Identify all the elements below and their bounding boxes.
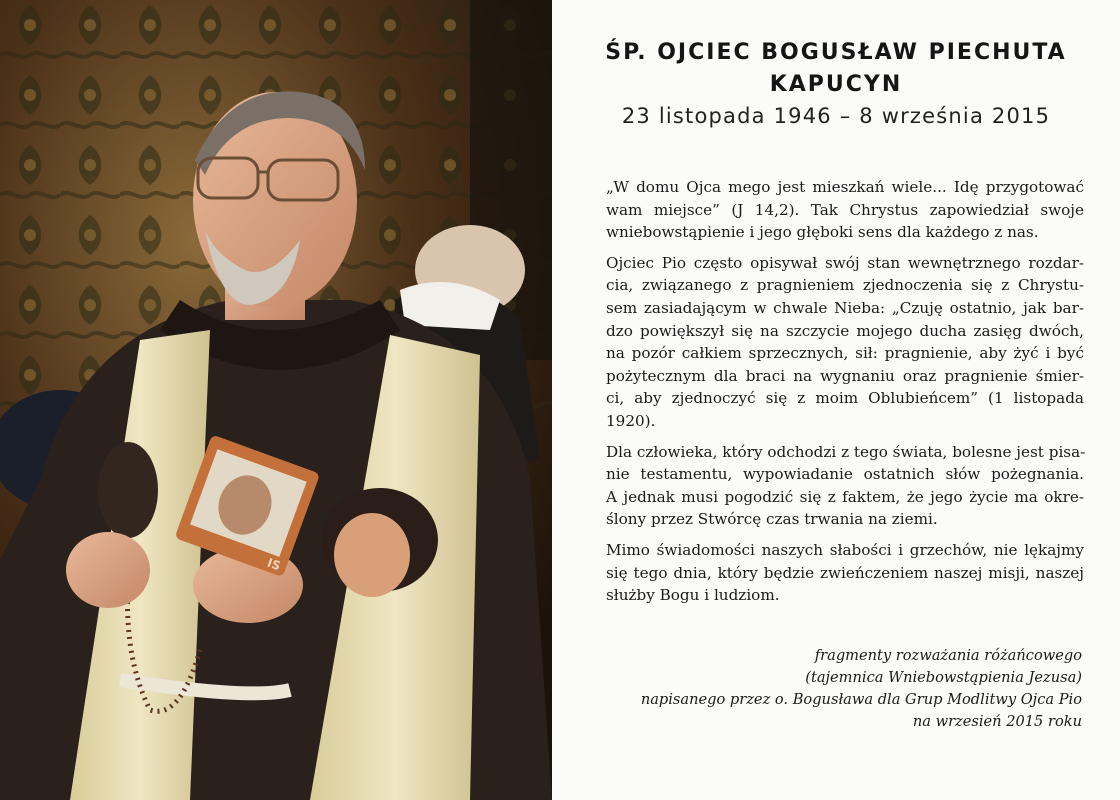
memorial-text-panel: [552, 0, 1120, 800]
paragraph: [606, 176, 1084, 244]
text-line: 1920).: [606, 411, 656, 430]
text-line: „W domu Ojca mego jest mieszkań wiele... Idę przygotować: [606, 178, 1084, 196]
text-line: służby Bogu i ludziom.: [606, 586, 780, 605]
card-text: IS: [265, 555, 283, 574]
text-line: ślony przez Stwórcę czas trwania na ziemi.: [606, 510, 938, 529]
text-line: wam miejsce” (J 14,2). Tak Chrystus zapowiedział swoje: [606, 200, 1084, 219]
text-line: Dla człowieka, który odchodzi z tego świata, bolesne jest pisa-: [606, 442, 1086, 461]
text-line: wniebowstąpienie i jego głęboki sens dla każdego z nas.: [606, 223, 1039, 242]
text-line: sem zasiadającym w chwale Nieba: „Czuję ostatnio, jak bar-: [606, 298, 1084, 317]
text-line: na pozór całkiem sprzecznych, sił: pragnienie, aby żyć i być: [606, 344, 1084, 363]
text-line: pożytecznym dla braci na wygnaniu oraz pragnienie śmier-: [606, 366, 1084, 385]
caption-line: (tajemnica Wniebowstąpienia Jezusa): [805, 669, 1082, 686]
caption-line: fragmenty rozważania różańcowego: [814, 647, 1082, 664]
memorial-name: ŚP. OJCIEC BOGUSŁAW PIECHUTA: [605, 40, 1067, 65]
text-line: Ojciec Pio często opisywał swój stan wewnętrznego rozdar-: [606, 253, 1084, 272]
text-line: ci, aby zjednoczyć się z moim Oblubieńcem” (1 listopada: [606, 389, 1084, 408]
text-line: nie testamentu, wypowiadanie ostatnich słów pożegnania.: [606, 465, 1084, 484]
paragraph: [606, 441, 1084, 531]
memorial-order: KAPUCYN: [769, 72, 903, 97]
life-dates: 23 listopada 1946 – 8 września 2015: [621, 104, 1051, 128]
caption-line: na wrzesień 2015 roku: [912, 713, 1082, 730]
text-line: dzo powiększył się na szczycie mojego ducha zasięg dwóch,: [606, 321, 1084, 340]
portrait-photo: [0, 0, 552, 800]
paragraph: [606, 539, 1084, 607]
text-line: A jednak musi pogodzić się z faktem, że jego życie ma okre-: [606, 487, 1084, 506]
paragraph: [606, 252, 1084, 433]
text-line: Mimo świadomości naszych słabości i grzechów, nie lękajmy: [606, 540, 1084, 559]
text-line: cia, związanego z pragnieniem zjednoczenia się z Chrystu-: [606, 276, 1084, 295]
caption-line: napisanego przez o. Bogusława dla Grup Modlitwy Ojca Pio: [640, 691, 1082, 708]
text-line: się tego dnia, który będzie zwieńczeniem naszej misji, naszej: [606, 563, 1084, 582]
source-caption: [562, 645, 1082, 733]
meditation-text: [606, 176, 1084, 615]
